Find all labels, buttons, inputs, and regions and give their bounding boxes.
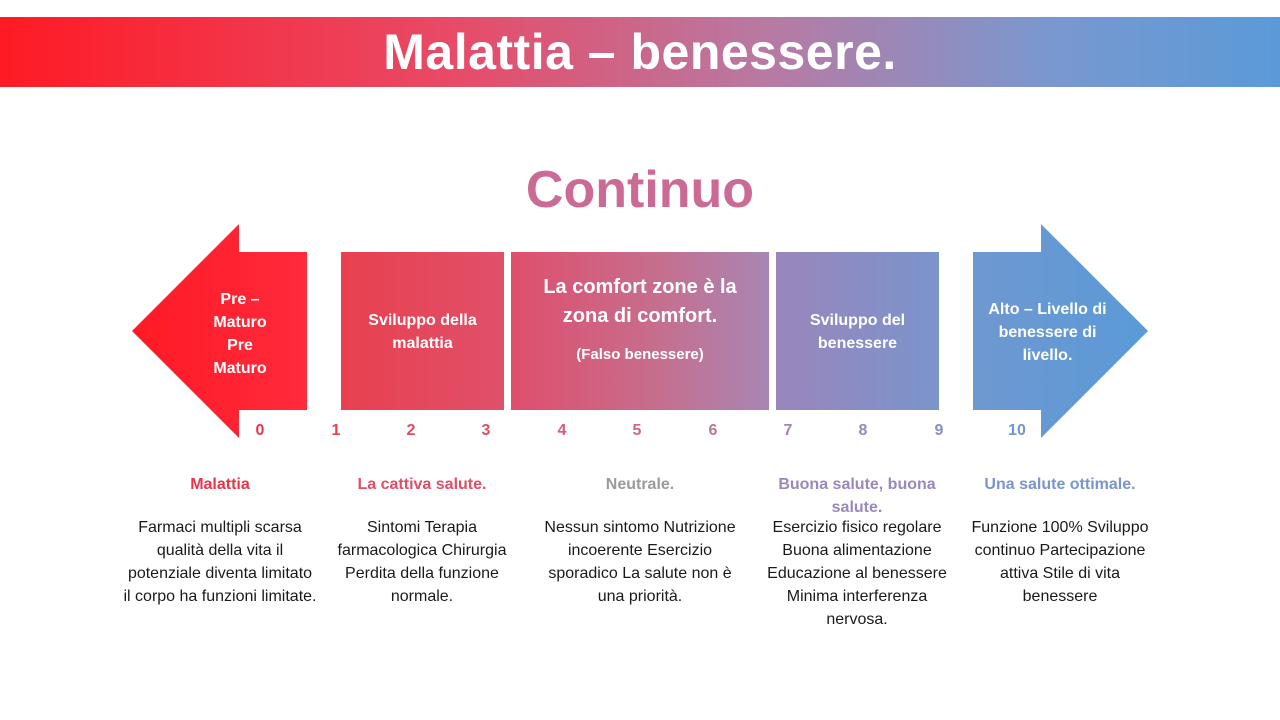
category-title-good-health xyxy=(757,473,957,519)
scale-tick-8: 8 xyxy=(858,422,868,439)
category-title-neutral: Neutrale. xyxy=(605,476,675,493)
box2-label xyxy=(511,273,769,366)
illness-desc-line-1: Farmaci multipli scarsa xyxy=(138,519,302,536)
good-health-desc-line-3: Educazione al benessere xyxy=(767,565,947,582)
optimal-desc-line-2: continuo Partecipazione xyxy=(974,542,1146,559)
good-health-desc-line-5: nervosa. xyxy=(826,611,888,628)
illness-desc-line-2: qualità della vita il xyxy=(156,542,284,559)
scale-tick-7: 7 xyxy=(783,422,793,439)
optimal-desc-line-4: benessere xyxy=(1022,588,1098,605)
box3-line-2: benessere xyxy=(817,335,898,352)
scale-tick-9: 9 xyxy=(934,422,944,439)
scale-tick-10: 10 xyxy=(1008,422,1026,439)
scale-tick-6: 6 xyxy=(708,422,718,439)
optimal-desc-line-1: Funzione 100% Sviluppo xyxy=(971,519,1149,536)
neutral-desc-line-2: incoerente Esercizio xyxy=(567,542,713,559)
good-health-desc-line-2: Buona alimentazione xyxy=(782,542,932,559)
right-arrow-line-1: Alto – Livello di xyxy=(988,301,1107,318)
scale-tick-4: 4 xyxy=(557,422,567,439)
scale-tick-3: 3 xyxy=(481,422,491,439)
category-title-optimal-health: Una salute ottimale. xyxy=(984,476,1136,493)
illness-desc-line-3: potenziale diventa limitato xyxy=(127,565,313,582)
right-arrow-line-2: benessere di xyxy=(998,324,1097,341)
scale-tick-5: 5 xyxy=(632,422,642,439)
box2-line-2: zona di comfort. xyxy=(562,305,718,327)
neutral-desc-line-4: una priorità. xyxy=(597,588,683,605)
left-arrow-line-3: Pre xyxy=(227,337,253,354)
left-arrow-line-1: Pre – xyxy=(220,291,260,308)
good-health-title-line-2: salute. xyxy=(831,499,883,516)
category-desc-optimal-health xyxy=(950,516,1170,608)
box2-note: (Falso benessere) xyxy=(576,346,704,363)
good-health-desc-line-4: Minima interferenza xyxy=(786,588,928,605)
poor-health-desc-line-1: Sintomi Terapia xyxy=(367,519,477,536)
neutral-desc-line-3: sporadico La salute non è xyxy=(548,565,732,582)
poor-health-desc-line-2: farmacologica Chirurgia xyxy=(337,542,507,559)
box3-line-1: Sviluppo del xyxy=(809,312,906,329)
category-title-poor-health: La cattiva salute. xyxy=(357,476,487,493)
box1-label xyxy=(341,309,504,355)
box1-line-2: malattia xyxy=(392,335,453,352)
good-health-desc-line-1: Esercizio fisico regolare xyxy=(772,519,942,536)
poor-health-desc-line-4: normale. xyxy=(390,588,454,605)
scale-tick-1: 1 xyxy=(331,422,341,439)
category-desc-good-health xyxy=(747,516,967,631)
optimal-desc-line-3: attiva Stile di vita xyxy=(999,565,1121,582)
right-arrow-label xyxy=(975,298,1120,367)
illness-desc-line-4: il corpo ha funzioni limitate. xyxy=(123,588,317,605)
category-desc-poor-health xyxy=(312,516,532,608)
left-arrow-label xyxy=(180,288,300,380)
poor-health-desc-line-3: Perdita della funzione xyxy=(345,565,499,582)
left-arrow-line-4: Maturo xyxy=(213,360,267,377)
right-arrow-line-3: livello. xyxy=(1022,347,1073,364)
neutral-desc-line-1: Nessun sintomo Nutrizione xyxy=(544,519,736,536)
category-desc-neutral xyxy=(525,516,755,608)
scale-tick-2: 2 xyxy=(406,422,416,439)
box3-label xyxy=(776,309,939,355)
page-title: Malattia – benessere. xyxy=(383,24,897,80)
good-health-title-line-1: Buona salute, buona xyxy=(778,476,936,493)
box1-line-1: Sviluppo della xyxy=(368,312,477,329)
scale-tick-0: 0 xyxy=(255,422,265,439)
box2-line-1: La comfort zone è la xyxy=(543,276,737,298)
diagram-subtitle: Continuo xyxy=(525,161,755,219)
left-arrow-line-2: Maturo xyxy=(213,314,267,331)
category-title-illness: Malattia xyxy=(190,476,250,493)
category-desc-illness xyxy=(100,516,340,608)
